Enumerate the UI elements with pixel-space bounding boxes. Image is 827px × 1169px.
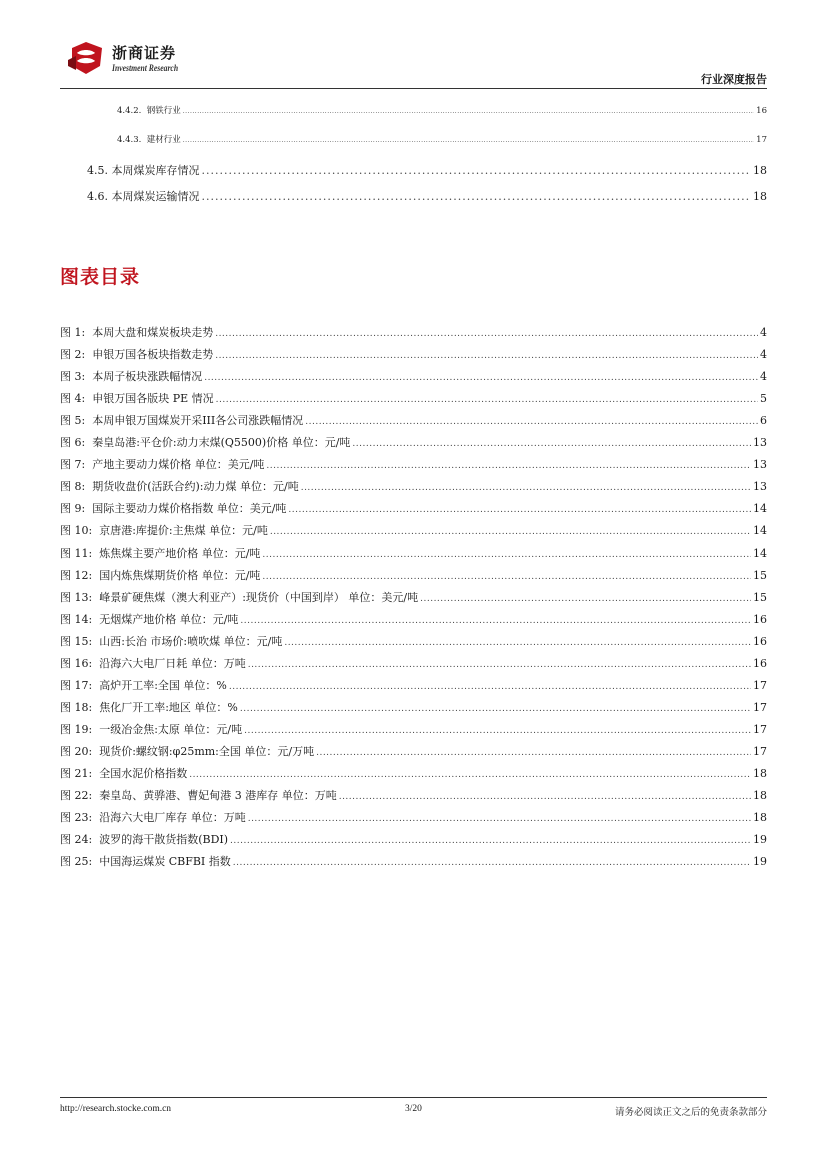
figure-leader bbox=[420, 594, 751, 604]
brand-subtitle: Investment Research bbox=[112, 63, 179, 73]
toc-entry[interactable] bbox=[117, 133, 767, 145]
toc-number: 4.6. bbox=[87, 190, 108, 203]
figure-title: 沿海六大电厂日耗 单位：万吨 bbox=[99, 656, 246, 670]
figure-page: 13 bbox=[753, 436, 767, 450]
figure-entry[interactable] bbox=[60, 478, 767, 494]
figure-label: 图 13: bbox=[60, 590, 93, 604]
figure-title: 秦皇岛、黄骅港、曹妃甸港 3 港库存 单位：万吨 bbox=[99, 789, 337, 803]
toc-title: 本周煤炭运输情况 bbox=[111, 190, 200, 203]
toc-entry[interactable] bbox=[87, 188, 767, 204]
figure-label: 图 14: bbox=[60, 612, 93, 626]
toc-number: 4.4.2. bbox=[117, 106, 142, 116]
figure-title: 申银万国各板块指数走势 bbox=[92, 348, 214, 362]
figure-label: 图 20: bbox=[60, 744, 93, 758]
toc-page: 16 bbox=[756, 106, 767, 116]
figure-entry[interactable] bbox=[60, 545, 767, 561]
figure-page: 4 bbox=[760, 326, 767, 339]
toc-leader bbox=[183, 108, 754, 115]
figure-title: 沿海六大电厂库存 单位：万吨 bbox=[99, 811, 246, 825]
figure-leader bbox=[316, 748, 751, 758]
toc-leader bbox=[183, 137, 754, 144]
figure-label: 图 23: bbox=[60, 811, 93, 825]
figure-leader bbox=[262, 572, 751, 582]
figure-label: 图 10: bbox=[60, 524, 93, 538]
figure-title: 中国海运煤炭 CBFBI 指数 bbox=[99, 855, 231, 869]
figure-title: 期货收盘价(活跃合约):动力煤 单位：元/吨 bbox=[92, 480, 299, 494]
figure-page: 18 bbox=[753, 789, 767, 803]
figure-leader bbox=[288, 505, 751, 515]
figure-page: 16 bbox=[753, 634, 767, 648]
toc-entry[interactable] bbox=[87, 162, 767, 178]
figure-entry[interactable] bbox=[60, 721, 767, 737]
figure-page: 14 bbox=[753, 502, 767, 516]
figure-entry[interactable] bbox=[60, 809, 767, 825]
toc-page: 18 bbox=[753, 190, 767, 203]
figure-entry[interactable] bbox=[60, 368, 767, 384]
figure-page: 17 bbox=[753, 744, 767, 758]
figure-entry[interactable] bbox=[60, 699, 767, 715]
figure-page: 18 bbox=[753, 811, 767, 825]
figure-page: 17 bbox=[753, 722, 767, 736]
toc-page: 17 bbox=[756, 135, 767, 145]
figure-page: 6 bbox=[760, 414, 767, 428]
toc-page: 18 bbox=[753, 164, 767, 177]
figure-label: 图 1: bbox=[60, 326, 86, 339]
figure-title: 无烟煤产地价格 单位：元/吨 bbox=[99, 612, 239, 626]
figure-leader bbox=[339, 792, 751, 802]
figure-title: 产地主要动力煤价格 单位：美元/吨 bbox=[92, 458, 265, 472]
disclaimer-note: 请务必阅读正文之后的免责条款部分 bbox=[614, 1107, 767, 1118]
figure-entry[interactable] bbox=[60, 853, 767, 869]
figure-title: 本周大盘和煤炭板块走势 bbox=[92, 326, 214, 339]
figure-entry[interactable] bbox=[60, 611, 767, 627]
toc-number: 4.5. bbox=[87, 164, 108, 177]
brand-name: 浙商证券 bbox=[112, 44, 177, 62]
figure-entry[interactable] bbox=[60, 456, 767, 472]
figure-label: 图 21: bbox=[60, 767, 93, 780]
figure-label: 图 24: bbox=[60, 833, 93, 847]
figure-page: 5 bbox=[760, 392, 767, 406]
figure-title: 国际主要动力煤价格指数 单位：美元/吨 bbox=[92, 502, 287, 516]
figure-label: 图 6: bbox=[60, 436, 86, 450]
figure-page: 4 bbox=[760, 348, 767, 362]
toc-title: 本周煤炭库存情况 bbox=[111, 164, 200, 177]
figure-page: 17 bbox=[753, 700, 767, 714]
figure-label: 图 25: bbox=[60, 855, 93, 869]
figure-title: 炼焦煤主要产地价格 单位：元/吨 bbox=[99, 546, 261, 560]
figure-label: 图 8: bbox=[60, 480, 86, 494]
figure-leader bbox=[204, 373, 758, 383]
figure-label: 图 17: bbox=[60, 678, 93, 692]
figure-leader bbox=[270, 527, 751, 537]
figure-label: 图 4: bbox=[60, 392, 86, 406]
figure-entry[interactable] bbox=[60, 500, 767, 516]
figure-entry[interactable] bbox=[60, 633, 767, 649]
figure-label: 图 12: bbox=[60, 568, 93, 582]
toc-title: 钢铁行业 bbox=[146, 106, 181, 116]
figure-title: 现货价:螺纹钢:φ25mm:全国 单位：元/万吨 bbox=[99, 744, 315, 758]
toc-entry[interactable] bbox=[117, 104, 767, 116]
figure-entry[interactable] bbox=[60, 522, 767, 538]
figure-leader bbox=[248, 660, 751, 670]
figure-label: 图 19: bbox=[60, 722, 93, 736]
page-number: 3/20 bbox=[405, 1104, 422, 1114]
figure-entry[interactable] bbox=[60, 412, 767, 428]
figure-label: 图 7: bbox=[60, 458, 86, 472]
figure-page: 16 bbox=[753, 656, 767, 670]
figure-page: 14 bbox=[753, 524, 767, 538]
figure-label: 图 9: bbox=[60, 502, 86, 516]
figure-label: 图 18: bbox=[60, 700, 93, 714]
figure-leader bbox=[215, 351, 758, 361]
figure-entry[interactable] bbox=[60, 589, 767, 605]
figure-label: 图 22: bbox=[60, 789, 93, 803]
figure-page: 16 bbox=[753, 612, 767, 626]
figure-title: 国内炼焦煤期货价格 单位：元/吨 bbox=[99, 568, 261, 582]
figure-entry[interactable] bbox=[60, 765, 767, 781]
figure-leader bbox=[262, 550, 751, 560]
figure-leader bbox=[305, 417, 758, 427]
figure-page: 18 bbox=[753, 767, 767, 780]
figure-page: 14 bbox=[753, 546, 767, 560]
figure-page: 15 bbox=[753, 590, 767, 604]
figure-entry[interactable] bbox=[60, 324, 767, 340]
toc-leader bbox=[202, 190, 752, 203]
figure-entry[interactable] bbox=[60, 655, 767, 671]
figure-page: 4 bbox=[760, 370, 767, 384]
figure-title: 京唐港:库提价:主焦煤 单位：元/吨 bbox=[99, 524, 268, 538]
figure-title: 波罗的海干散货指数(BDI) bbox=[99, 833, 229, 847]
figure-title: 一级冶金焦:太原 单位：元/吨 bbox=[99, 722, 243, 736]
figure-entry[interactable] bbox=[60, 831, 767, 847]
toc-title: 建材行业 bbox=[146, 135, 181, 145]
figure-leader bbox=[284, 638, 751, 648]
figure-title: 本周子板块涨跌幅情况 bbox=[92, 370, 203, 384]
figure-leader bbox=[230, 836, 751, 846]
footer-url[interactable]: http://research.stocke.com.cn bbox=[60, 1104, 172, 1114]
figure-leader bbox=[189, 770, 751, 780]
figure-label: 图 11: bbox=[60, 546, 93, 560]
figure-leader bbox=[229, 682, 751, 692]
figure-label: 图 3: bbox=[60, 370, 86, 384]
report-type: 行业深度报告 bbox=[701, 73, 767, 86]
figure-entry[interactable] bbox=[60, 390, 767, 406]
figure-leader bbox=[216, 395, 758, 405]
figure-leader bbox=[266, 461, 751, 471]
toc-number: 4.4.3. bbox=[117, 135, 142, 145]
figure-leader bbox=[248, 814, 751, 824]
header-divider bbox=[60, 88, 767, 89]
figure-entry[interactable] bbox=[60, 787, 767, 803]
brand bbox=[112, 44, 190, 73]
figure-leader bbox=[240, 704, 751, 714]
figure-title: 峰景矿硬焦煤（澳大利亚产）:现货价（中国到岸） 单位：美元/吨 bbox=[99, 590, 419, 604]
figure-page: 13 bbox=[753, 458, 767, 472]
figure-leader bbox=[233, 858, 751, 868]
figure-entry[interactable] bbox=[60, 567, 767, 583]
figure-title: 全国水泥价格指数 bbox=[99, 767, 188, 780]
figure-page: 19 bbox=[753, 833, 767, 847]
figure-title: 秦皇岛港:平仓价:动力末煤(Q5500)价格 单位：元/吨 bbox=[92, 436, 351, 450]
figure-title: 本周申银万国煤炭开采III各公司涨跌幅情况 bbox=[92, 414, 304, 428]
figure-title: 申银万国各版块 PE 情况 bbox=[92, 392, 214, 406]
figure-title: 高炉开工率:全国 单位：% bbox=[99, 678, 227, 692]
figure-page: 19 bbox=[753, 855, 767, 869]
footer-divider bbox=[60, 1097, 767, 1098]
figure-entry[interactable] bbox=[60, 346, 767, 362]
figure-title: 山西:长治 市场价:喷吹煤 单位：元/吨 bbox=[99, 634, 283, 648]
figure-page: 15 bbox=[753, 568, 767, 582]
figure-label: 图 5: bbox=[60, 414, 86, 428]
figure-leader bbox=[244, 726, 751, 736]
toc-leader bbox=[202, 164, 752, 177]
figure-title: 焦化厂开工率:地区 单位：% bbox=[99, 700, 238, 714]
figure-entry[interactable] bbox=[60, 434, 767, 450]
figure-page: 13 bbox=[753, 480, 767, 494]
figure-label: 图 2: bbox=[60, 348, 86, 362]
figure-leader bbox=[301, 483, 751, 493]
figures-list-title: 图表目录 bbox=[60, 266, 141, 288]
figure-leader bbox=[215, 329, 758, 339]
figure-entry[interactable] bbox=[60, 743, 767, 759]
figure-entry[interactable] bbox=[60, 677, 767, 693]
figure-label: 图 15: bbox=[60, 634, 93, 648]
figure-page: 17 bbox=[753, 678, 767, 692]
brand-logo-icon bbox=[66, 40, 106, 76]
figure-leader bbox=[352, 439, 751, 449]
figure-label: 图 16: bbox=[60, 656, 93, 670]
figure-leader bbox=[240, 616, 751, 626]
